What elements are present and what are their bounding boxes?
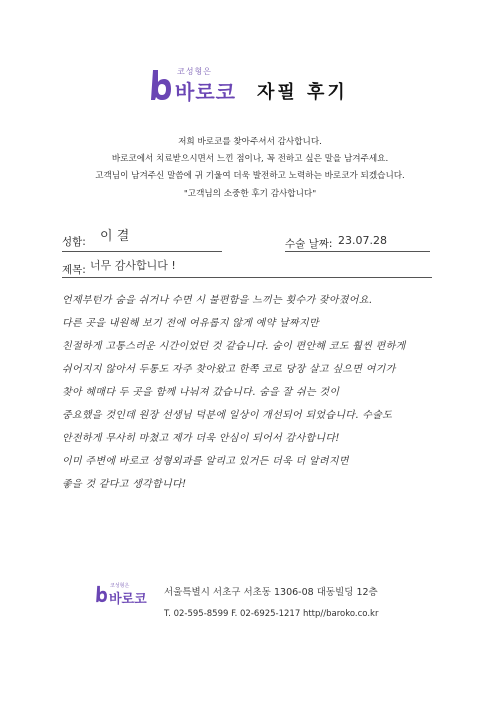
- logo-brand-name: 바로코: [175, 80, 236, 104]
- intro-line-3: 고객님이 남겨주신 말씀에 귀 기울여 더욱 발전하고 노력하는 바로코가 되겠습니다.: [95, 171, 405, 181]
- review-line: 언제부턴가 숨을 쉬거나 수면 시 불편함을 느끼는 횟수가 잦아졌어요.: [62, 295, 373, 306]
- subject-label: 제목:: [62, 264, 86, 276]
- review-line: 이미 주변에 바로코 성형외과를 알리고 있거든 더욱 더 알려지면: [62, 456, 349, 467]
- intro-line-4: "고객님의 소중한 후기 감사합니다": [183, 189, 317, 199]
- surgery-date-value: 23.07.28: [338, 234, 387, 247]
- review-line: 친절하게 고통스러운 시간이었던 것 같습니다. 숨이 편안해 코도 훨씬 편하게: [62, 341, 406, 352]
- review-line: 중요했을 것인데 원장 선생님 덕분에 일상이 개선되어 되었습니다. 수술도: [62, 410, 393, 421]
- review-line: 찾아 헤매다 두 곳을 함께 나눠져 갔습니다. 숨을 잘 쉬는 것이: [62, 387, 340, 398]
- clinic-contact: T. 02-595-8599 F. 02-6925-1217 http//baroko.co.kr: [164, 609, 379, 619]
- review-line: 좋을 것 같다고 생각합니다!: [62, 479, 187, 490]
- clinic-address: 서울특별시 서초구 서초동 1306-08 대동빌딩 12층: [164, 587, 378, 598]
- baroko-logo-mark-icon: [147, 68, 173, 102]
- review-line: 다른 곳을 내원해 보기 전에 여유롭지 않게 예약 날짜지만: [62, 318, 319, 329]
- subject-value: 너무 감사합니다 !: [90, 259, 176, 272]
- baroko-logo-mark-icon: [94, 584, 108, 604]
- footer-logo: [94, 580, 164, 614]
- name-underline: [62, 251, 222, 252]
- date-underline: [285, 251, 430, 252]
- review-line: 쉬어지지 않아서 두통도 자주 찾아왔고 한쪽 코로 당장 살고 싶으면 여기가: [62, 364, 396, 375]
- name-value: 이 결: [100, 229, 130, 244]
- intro-line-1: 저희 바로코를 찾아주셔서 감사합니다.: [178, 137, 322, 147]
- logo-tagline: 코성형은: [177, 67, 212, 76]
- intro-line-2: 바로코에서 치료받으시면서 느낀 점이나, 꼭 전하고 싶은 말을 남겨주세요.: [111, 154, 389, 164]
- footer-logo-brand: 바로코: [109, 592, 147, 607]
- footer-logo-tagline: 코성형은: [110, 583, 130, 589]
- page-title: 자필 후기: [257, 82, 348, 103]
- name-label: 성함:: [62, 236, 86, 248]
- surgery-date-label: 수술 날짜:: [285, 238, 333, 250]
- review-line: 안전하게 무사히 마쳤고 제가 더욱 안심이 되어서 감사합니다!: [62, 433, 340, 444]
- header-logo: [147, 66, 357, 106]
- subject-underline: [62, 277, 432, 278]
